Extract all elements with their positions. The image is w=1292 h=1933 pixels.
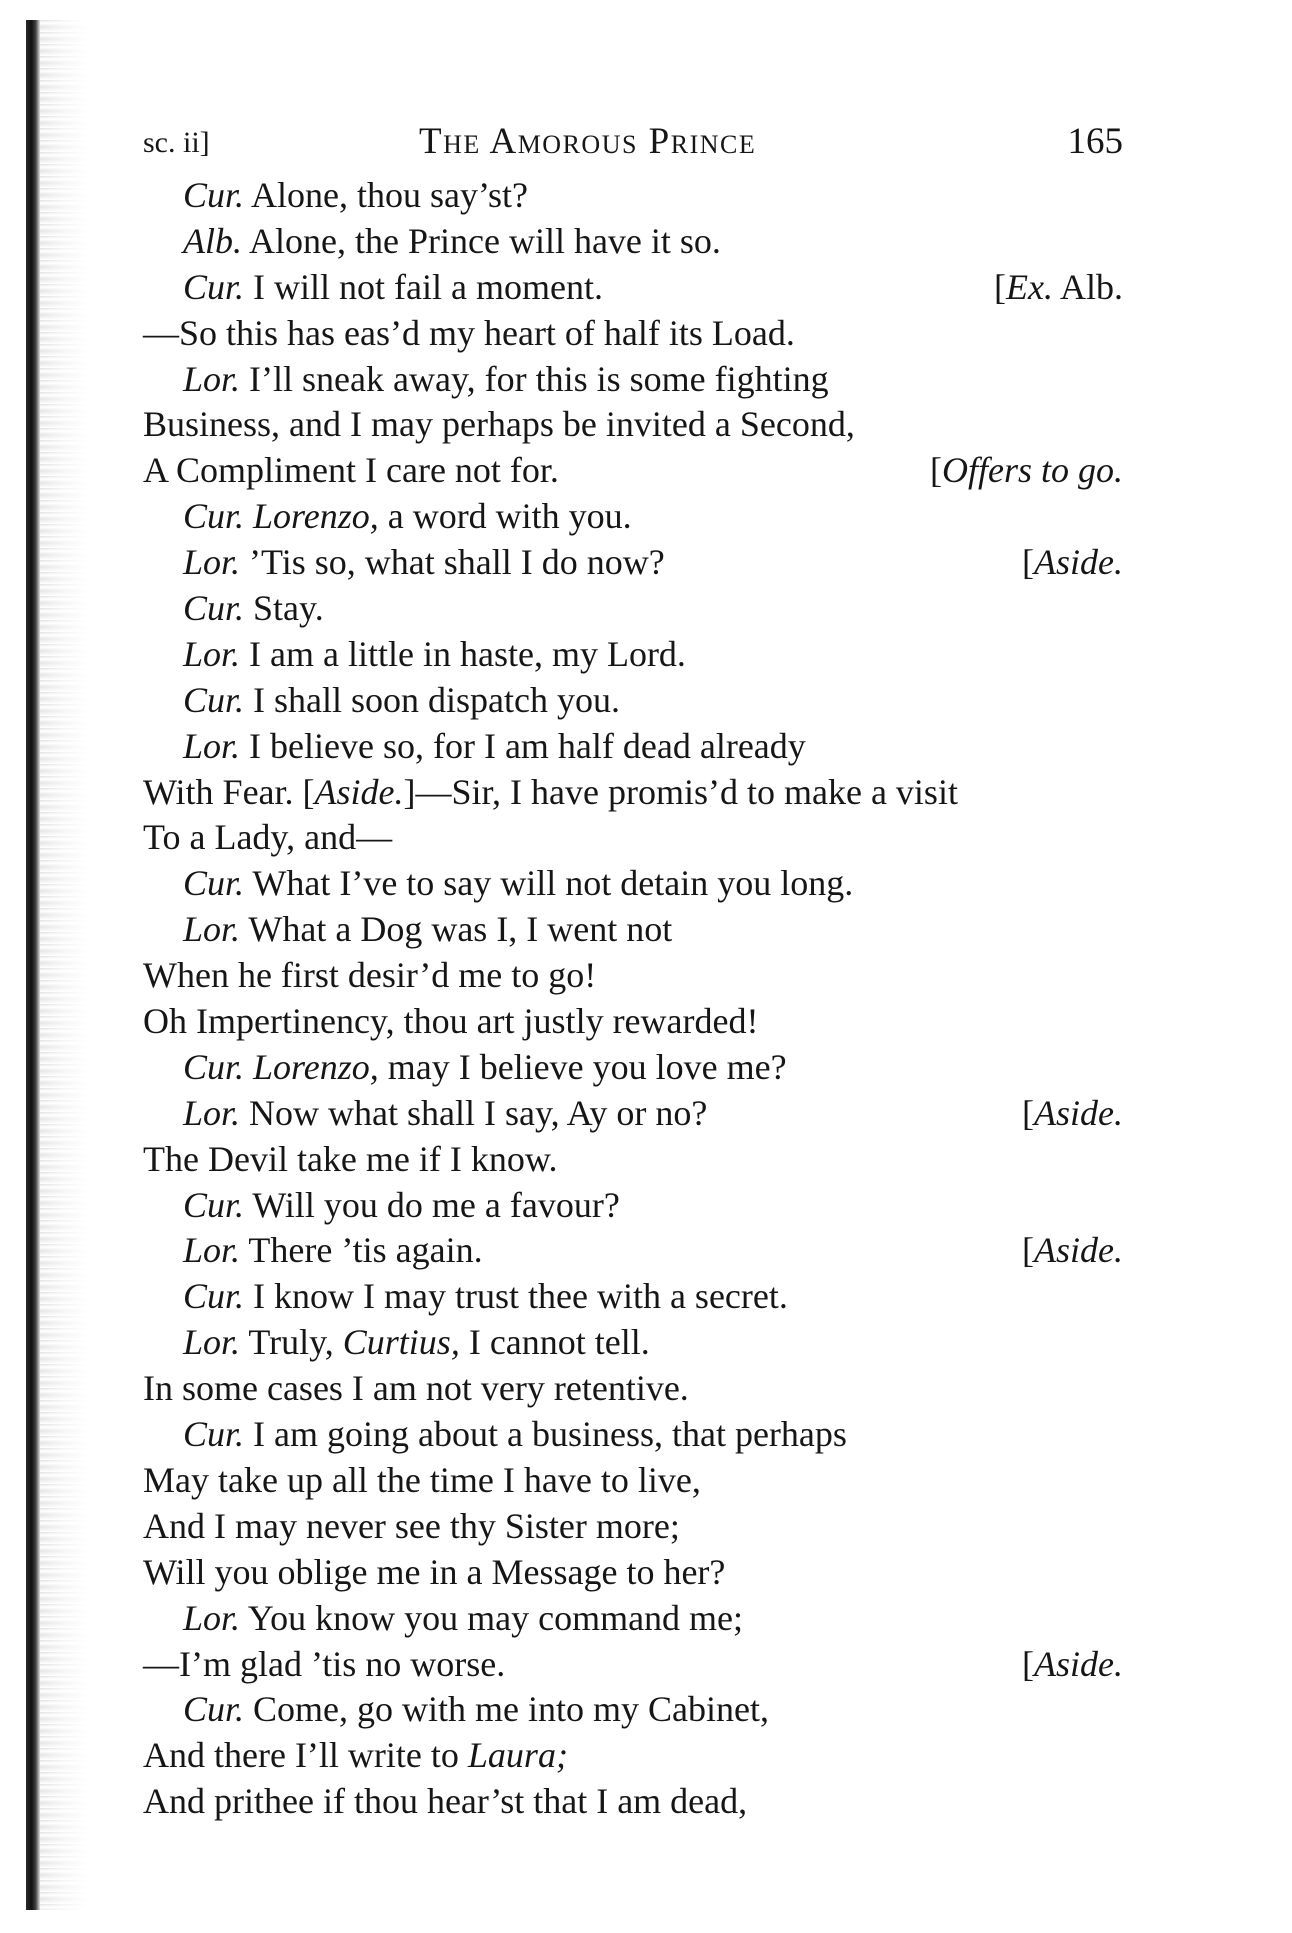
running-title: The Amorous Prince [419,121,757,162]
speaker-name: Cur. [183,175,245,215]
line-text: I am a little in haste, my Lord. [240,633,686,674]
italic-text: Laura; [467,1735,568,1776]
direction-bracket: [ [1022,1643,1035,1684]
verse-line [143,1366,1123,1412]
speaker-name: Cur. [183,266,245,307]
line-text: I shall soon dispatch you. [244,679,620,720]
verse-line [143,1550,1123,1596]
section-marker: sc. ii] [143,126,210,159]
speech-line [143,1183,1123,1229]
verse-line [143,448,1123,494]
line-text: I am going about a business, that perhaps [244,1414,847,1455]
line-text: There ’tis again. [240,1230,483,1271]
speaker-name: Lor. [183,725,241,766]
speaker-name: Cur. [183,1276,245,1317]
speech-line [143,265,1123,311]
verse-line [143,402,1123,448]
stage-direction [1022,1642,1123,1688]
speaker-name: Cur. [183,588,245,629]
direction-text: Ex. [1006,266,1053,307]
verse-line [143,1137,1123,1183]
stage-direction [1022,1228,1123,1274]
line-text: Oh Impertinency, thou art justly rewarded! [143,1001,759,1042]
line-text: ’Tis so, what shall I do now? [240,542,665,583]
page-number: 165 [1067,121,1123,162]
direction-text: Aside. [1034,542,1123,583]
speaker-name: Cur. [183,1414,245,1455]
direction-bracket: [ [929,450,942,491]
line-text: Business, and I may perhaps be invited a Second, [143,404,855,445]
speech-line [143,219,1123,265]
speaker-name: Cur. [183,1689,245,1730]
binding-speckle [40,20,88,1910]
line-text: With Fear. [ [143,771,315,812]
verse-line [143,1458,1123,1504]
verse-line [143,770,1123,816]
speech-line [143,1274,1123,1320]
line-text: Now what shall I say, Ay or no? [240,1092,708,1133]
verse-line [143,1642,1123,1688]
speaker-name: Lor. [183,1092,241,1133]
verse-line [143,311,1123,357]
line-text: Will you oblige me in a Message to her? [143,1551,726,1592]
speech-line [143,357,1123,403]
italic-name: Lorenzo, [244,496,379,537]
direction-bracket: [ [1022,1092,1035,1133]
speech-line [143,678,1123,724]
verse-line [143,953,1123,999]
speech-line [143,1228,1123,1274]
verse-line [143,1733,1123,1779]
stage-direction [994,265,1123,311]
italic-text: Curtius, [342,1322,460,1363]
line-text: Alone, the Prince will have it so. [242,220,721,261]
verse-line [143,1779,1123,1825]
line-text: And there I’ll write to [143,1735,468,1776]
speech-line [143,907,1123,953]
speech-line [143,1596,1123,1642]
direction-text: Aside. [1034,1230,1123,1271]
speech-line [143,1687,1123,1733]
speech-line [143,586,1123,632]
speaker-name: Lor. [183,1322,241,1363]
italic-name: Lorenzo, [244,1046,379,1087]
speech-line [143,1412,1123,1458]
speaker-name: Cur. [183,496,245,537]
direction-name: Alb. [1052,266,1123,307]
line-text: In some cases I am not very retentive. [143,1368,689,1409]
line-text: And I may never see thy Sister more; [143,1505,680,1546]
speech-line [143,540,1123,586]
speaker-name: Lor. [183,633,241,674]
stage-direction [1022,1091,1123,1137]
direction-bracket: [ [994,266,1007,307]
line-text-after: ]—Sir, I have promis’d to make a visit [403,771,958,812]
speaker-name: Cur. [183,863,245,904]
line-text: I’ll sneak away, for this is some fighting [240,358,829,399]
line-text: Stay. [244,588,324,629]
speaker-name: Lor. [183,909,241,950]
speaker-name: Cur. [183,1046,245,1087]
speaker-name: Lor. [183,542,241,583]
line-text: —I’m glad ’tis no worse. [143,1643,506,1684]
line-text: A Compliment I care not for. [143,450,559,491]
stage-direction [930,448,1123,494]
speaker-name: Cur. [183,1184,245,1225]
italic-text: Aside. [314,771,404,812]
line-text: I know I may trust thee with a secret. [244,1276,788,1317]
speech-line [143,1320,1123,1366]
line-text: What I’ve to say will not detain you long. [244,863,854,904]
line-text-after: I cannot tell. [459,1322,650,1363]
line-text: Come, go with me into my Cabinet, [244,1689,769,1730]
line-text: And prithee if thou hear’st that I am dead, [143,1781,748,1822]
line-text: Alone, thou say’st? [244,175,529,215]
verse-line [143,1504,1123,1550]
verse-line [143,815,1123,861]
speaker-name: Cur. [183,679,245,720]
line-text: May take up all the time I have to live, [143,1459,701,1500]
verse-line [143,999,1123,1045]
line-text: may I believe you love me? [378,1046,787,1087]
line-text: When he first desir’d me to go! [143,955,597,996]
speech-line [143,632,1123,678]
speech-line [143,173,1123,219]
line-text: Will you do me a favour? [244,1184,620,1225]
speech-line [143,724,1123,770]
line-text: The Devil take me if I know. [143,1138,558,1179]
running-header [143,120,1123,166]
speech-line [143,1045,1123,1091]
direction-text: Offers to go. [941,450,1123,491]
speech-line [143,861,1123,907]
speaker-name: Lor. [183,358,241,399]
direction-text: Aside. [1034,1643,1123,1684]
speech-line [143,494,1123,540]
line-text: I will not fail a moment. [244,266,603,307]
line-text: a word with you. [378,496,632,537]
direction-bracket: [ [1022,1230,1035,1271]
speech-line [143,1091,1123,1137]
line-text: I believe so, for I am half dead already [240,725,806,766]
stage-direction [1022,540,1123,586]
speaker-name: Lor. [183,1230,241,1271]
line-text: —So this has eas’d my heart of half its Load. [143,312,795,353]
speaker-name: Alb. [183,220,242,261]
direction-bracket: [ [1022,542,1035,583]
speaker-name: Lor. [183,1597,241,1638]
play-text [143,173,1123,1825]
line-text: You know you may command me; [240,1597,744,1638]
book-binding-edge [26,20,40,1910]
direction-text: Aside. [1034,1092,1123,1133]
line-text: What a Dog was I, I went not [240,909,673,950]
line-text: Truly, [240,1322,343,1363]
line-text: To a Lady, and— [143,817,393,858]
